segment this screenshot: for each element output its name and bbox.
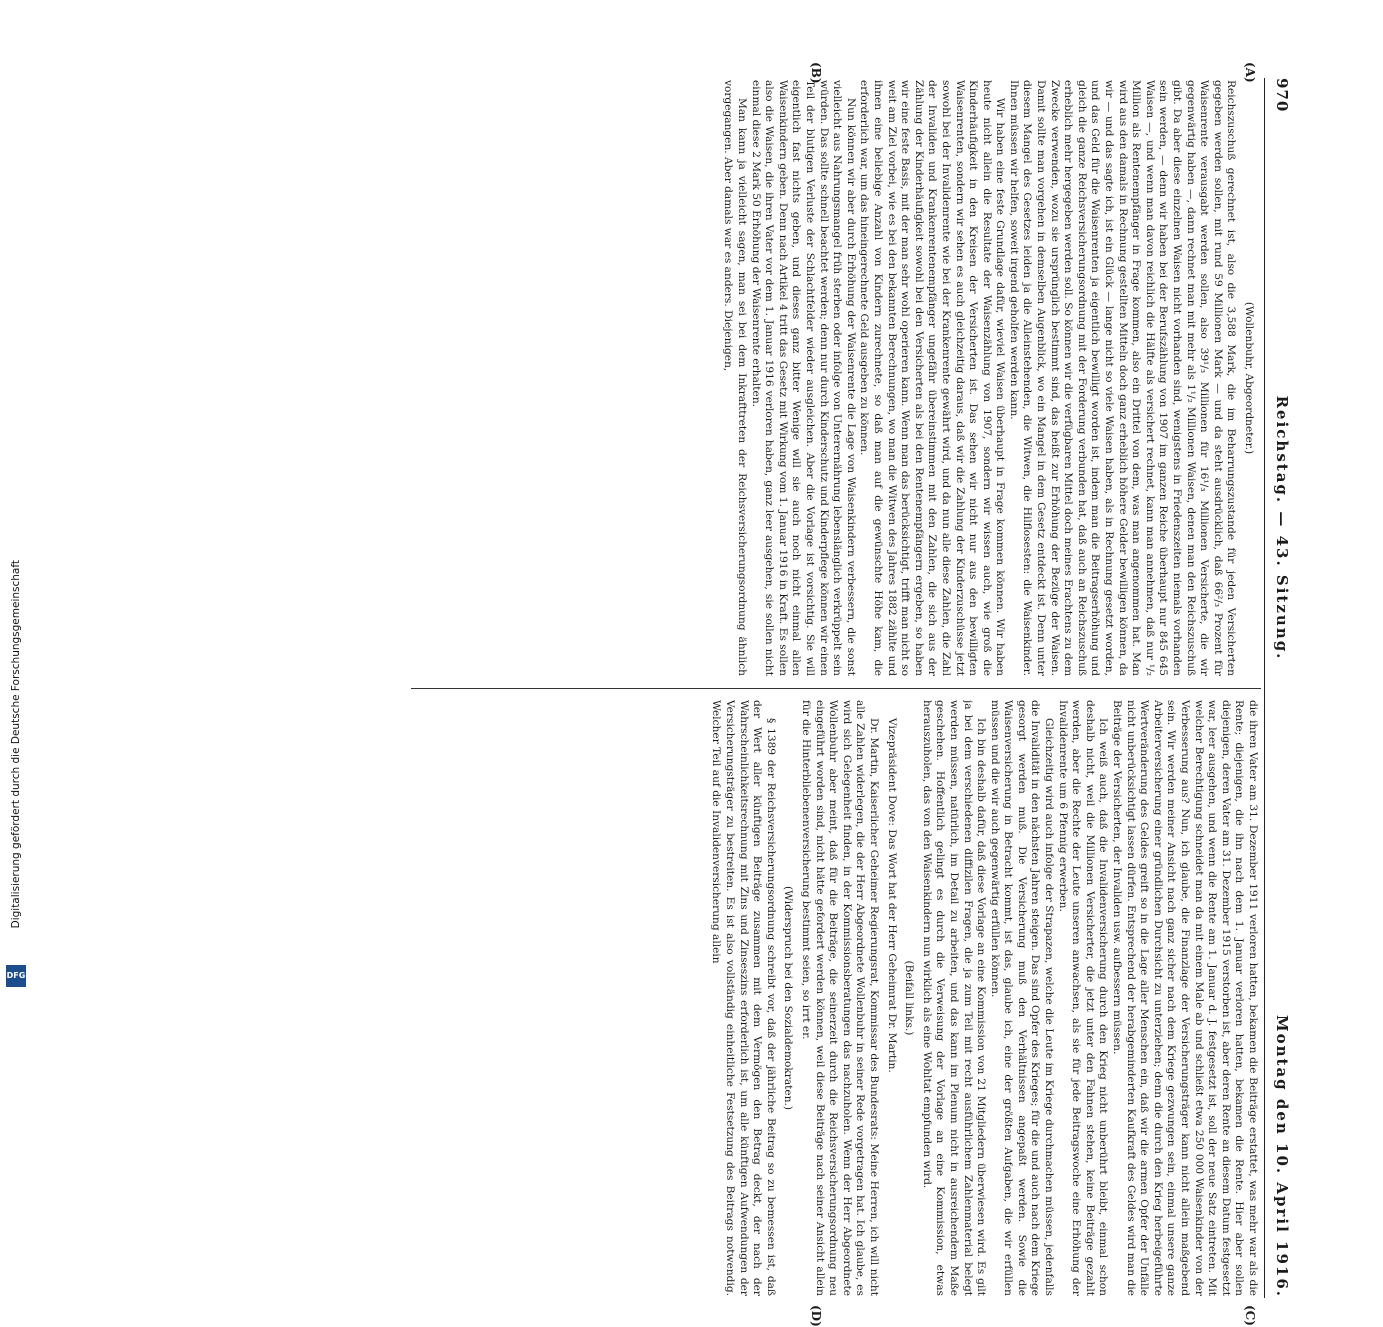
header-rule: [1264, 78, 1265, 1298]
paragraph: Gleichzeitig wird auch infolge der Strapazen, welche die Leute im Kriege durchmachen müssen, jedenfalls die Invalidität in den nächsten Jahren steigen. Das sind Opfer des Krieges; für die und auch nach dem Kriege gesorgt werden muß. Die Versicherung muß den Verhältnissen angepaßt werden. Sowie die Waisenversicherung in Betracht kommt, ist das, glaube ich, eine der größten Aufgaben, die wir erfüllen müssen und die wir auch gegenwärtig erfüllen können.: [988, 700, 1056, 1296]
page-number: 970: [1273, 78, 1291, 113]
paragraph: Man kann ja vielleicht sagen, man sei bei dem Inkrafttreten der Reichsversicherungsordnung ähnlich vorgegangen. Aber damals war es anders. Diejenigen,: [722, 80, 749, 676]
paragraph: § 1389 der Reichsversicherungsordnung schreibt vor, daß der jährliche Beitrag so zu bemessen ist, daß der Wert aller künftigen Beiträge zusammen mit dem Vermögen den Betrag deckt, der nach der Wahrscheinlichkeitsrechnung mit Zins und Zinseszins erforderlich ist, um alle künftigen Aufwendungen der Versicherungsträger zu bestreiten. Es ist also vollständig einheitliche Festsetzung des Beitrags notwendig. Welcher Teil auf die Invalidenversicherung allein: [710, 700, 777, 1296]
paragraph: Wir haben eine feste Grundlage dafür, wieviel Waisen überhaupt in Frage kommen können. Wir haben heute nicht allein die Resultate der Waisenzählung von 1907, sondern wir wissen auch, wie groß die Kinderhäufigkeit in den Kreisen der Versicherten ist. Das sehen wir nicht nur aus den bewilligten Waisenrenten, sondern wir sehen es auch gleichzeitig daraus, daß wir die Zahlung der Kinderzuschüsse jetzt sowohl bei der Invalidenrente wie bei der Krankenrente gewährt wird, und da nun alle diese Zahlen, die Zahl der Invaliden und Krankenrentenempfänger ungefähr übereinstimmen mit den Zahlen, die sich aus der Zählung der Kinderhäufigkeit sowohl bei den Versicherten als bei den Rentenempfängern ergeben, so haben wir eine feste Basis, mit der man sehr wohl operieren kann. Wenn man das berücksichtigt, trifft man nicht so weit am Ziel vorbei, wie es bei den bekannten Berechnungen, wo man die Witwen des Jahres 1882 zählte und ihnen eine beliebige Anzahl von Kindern zurechnete, so daß man auf die gewünschte Höhe kam, die erforderlich war, um das hineingerechnete Geld ausgeben zu können.: [858, 80, 1007, 676]
speaker-heading: (Wollenbuhr, Abgeordneter.): [1243, 301, 1255, 455]
margin-mark-c: (C): [1243, 1305, 1257, 1326]
left-column: [409, 80, 1259, 676]
paragraph: Vizepräsident Dove: Das Wort hat der Herr Geheimrat Dr. Martin.: [885, 718, 898, 1073]
paragraph: Reichszuschuß gerechnet ist, also die 3,588 Mark, die im Beharrungszustande für jeden Versicherten gegeben werden sollen, mit rund 59 Millionen Mark — und da steht ausdrücklich, daß 66²/₃ Prozent für Waisenrente verausgabt werden sollen, also 39¹/₃ Millionen für 16¹/₃ Millionen Versicherte, die wir gegenwärtig haben —, dann rechnet man mit mehr als 1¹/₂ Millionen Waisen, denen man den Reichszuschuß gibt. Da aber diese einzelnen Waisen nicht vorhanden sind, wenigstens in Friedenszeiten niemals vorhanden sein werden, — denn wir haben bei der Berufszählung von 1907 im ganzen Reiche überhaupt nur 845 645 Waisen —, und wenn man davon reichlich die Hälfte als versichert rechnet, kann man annehmen, daß nur ¹/₂ Million als Rentenempfänger in Frage kommen, also ein Drittel von dem, was man angenommen hat. Man wird aus den damals in Rechnung gestellten Mitteln doch ganz erheblich höhere Gelder bewilligen können, da wir — und das sagte ich, ist ein Glück — lange nicht so viele Waisen haben, als in Rechnung gesetzt worden, und das Geld für die Waisenrenten ja eigentlich bewilligt worden ist, indem man die Beitragserhöhung und gleich die ganze Reichsversicherungsordnung mit der Forderung verbunden hat, daß auch an Reichszuschuß erheblich mehr hergegeben werden soll. So können wir die verfügbaren Mittel doch meines Erachtens zu dem Zwecke verwenden, wozu sie ursprünglich bestimmt sind, das heißt zur Erhöhung der Bezüge der Waisen. Damit sollte man vorgehen in demselben Augenblick, wo ein Mangel in dem Gesetz entdeckt ist. Denn unter diesem Mangel des Gesetzes leiden ja die Alleinstehenden, die Witwen, die Hilflosesten: die Waisenkinder. Ihnen müssen wir helfen, soweit irgend geholfen werden kann.: [1007, 80, 1238, 676]
paragraph: Ich bin deshalb dafür, daß diese Vorlage an eine Kommission von 21 Mitgliedern überwiesen wird. Es gilt ja bei dem verschiedenen diffizilen Fragen, die ja zum Teil mit recht ausführlichem Zahlenmaterial belegt werden müssen, natürlich, im Detail zu arbeiten, und das kann im Plenum nicht in ausreichendem Maße geschehen. Hoffentlich gelingt es durch die Verweisung der Vorlage an eine Kommission, etwas herauszuholen, das von den Waisenkindern nun wirklich als eine Wohltat empfunden wird.: [920, 700, 988, 1296]
paragraph: Nun können wir aber durch Erhöhung der Waisenrente die Lage von Waisenkindern verbessern, die sonst vielleicht aus Nahrungsmangel früh sterben oder infolge von Unterernährung lebenslänglich verkrüppelt sein würden. Das sollte schnell beachtet werden; denn nur durch Kinderschutz und Kinderpflege können wir einen Teil der blutigen Verluste der Schlachtfelder wieder ausgleichen. Aber die Vorlage ist vorsichtig. Sie will eigentlich fast nichts geben, und dieses ganz bitter Wenige will sie auch noch nicht einmal allen Waisenkindern geben. Denn nach Artikel 4 tritt das Gesetz mit Wirkung vom 1. Januar 1916 in Kraft. Es sollen also die Waisen, die ihren Vater vor dem 1. Januar 1916 verloren haben, ganz leer ausgehen, sie sollen nicht einmal diese 2 Mark 50 Erhöhung der Waisenrente erhalten.: [749, 80, 857, 676]
session-title: Reichstag. — 43. Sitzung.: [1273, 395, 1291, 661]
margin-mark-b: (B): [809, 62, 823, 84]
applause-note: (Beifall links.): [903, 960, 916, 1036]
digitization-credit: Digitalisierung gefördert durch die Deutsche Forschungsgemeinschaft: [10, 560, 22, 929]
margin-mark-d: (D): [809, 1305, 823, 1327]
interjection-note: (Widerspruch bei den Sozialdemokraten.): [782, 885, 795, 1111]
paragraph: die ihren Vater am 31. Dezember 1911 verloren hatten, bekamen die Beiträge erstattet, was mehr war als die Rente; diejenigen, die ihn nach dem 1. Januar verloren hatten, bekamen die Rente. Hier aber sollen diejenigen, deren Vater am 31. Dezember 1915 verstorben ist, aber deren Rente an diesem Datum festgesetzt war, leer ausgehen, und wenn die Rente am 1. Januar d. J. festgesetzt ist, soll der neue Satz eintreten. Mit welcher Berechtigung schneidet man da mit einem Male ab und schließt etwa 250 000 Waisenkinder von der Verbesserung aus? Nun, ich glaube, die Finanzlage der Versicherungsträger kann nicht allein maßgebend sein. Wir werden meiner Ansicht nach ganz sicher nach dem Kriege gezwungen sein, einmal unsere ganze Arbeiterversicherung einer gründlichen Durchsicht zu unterziehen; denn die durch den Krieg herbeigeführte Wertveränderung des Geldes greift so in die Lage aller Menschen ein, daß wir die armen Opfer der Unfälle nicht unberücksichtigt lassen dürfen. Entsprechend der herabgeminderten Kaufkraft des Geldes wird man die Beiträge der Versicherten, der Invaliden usw. aufbessern müssen.: [1111, 700, 1259, 1296]
page-header: [1265, 78, 1291, 1298]
column-divider: [411, 688, 1261, 689]
paragraph: Ich weiß auch, daß die Invalidenversicherung durch den Krieg nicht unberührt bleibt, einmal schon deshalb nicht, weil die Millionen Versicherter, die jetzt unter den Fahnen stehen, keine Beiträge gezahlt werden, aber die Rechte der Leute unseren anwachsen, als sie für jede Beitragswoche eine Erhöhung der Invalidenrente um 6 Pfennig erwerben.: [1056, 700, 1110, 1296]
dfg-logo: DFG: [6, 965, 26, 987]
right-column: [409, 700, 1259, 1296]
session-date: Montag den 10. April 1916.: [1273, 1015, 1291, 1298]
margin-mark-a: (A): [1243, 62, 1257, 83]
paragraph: Dr. Martin, Kaiserlicher Geheimer Regierungsrat, Kommissar des Bundesrats: Meine Herren, ich will nicht alle Zahlen widerlegen, die der Herr Abgeordnete Wollenbuhr in seiner Rede vorgetragen hat. Ich glaube, es wird sich Gelegenheit finden, in der Kommissionsberatungen das nachzuholen. Wenn der Herr Abgeordnete Wollenbuhr aber meint, daß für die Beiträge, die seinerzeit durch die Reichsversicherungsordnung neu eingeführt worden sind, nicht hätte gefordert werden können, weil diese Beiträge nach seiner Ansicht allein für die Hinterbliebenenversicherung bestimmt seien, so irrt er.: [800, 700, 880, 1296]
